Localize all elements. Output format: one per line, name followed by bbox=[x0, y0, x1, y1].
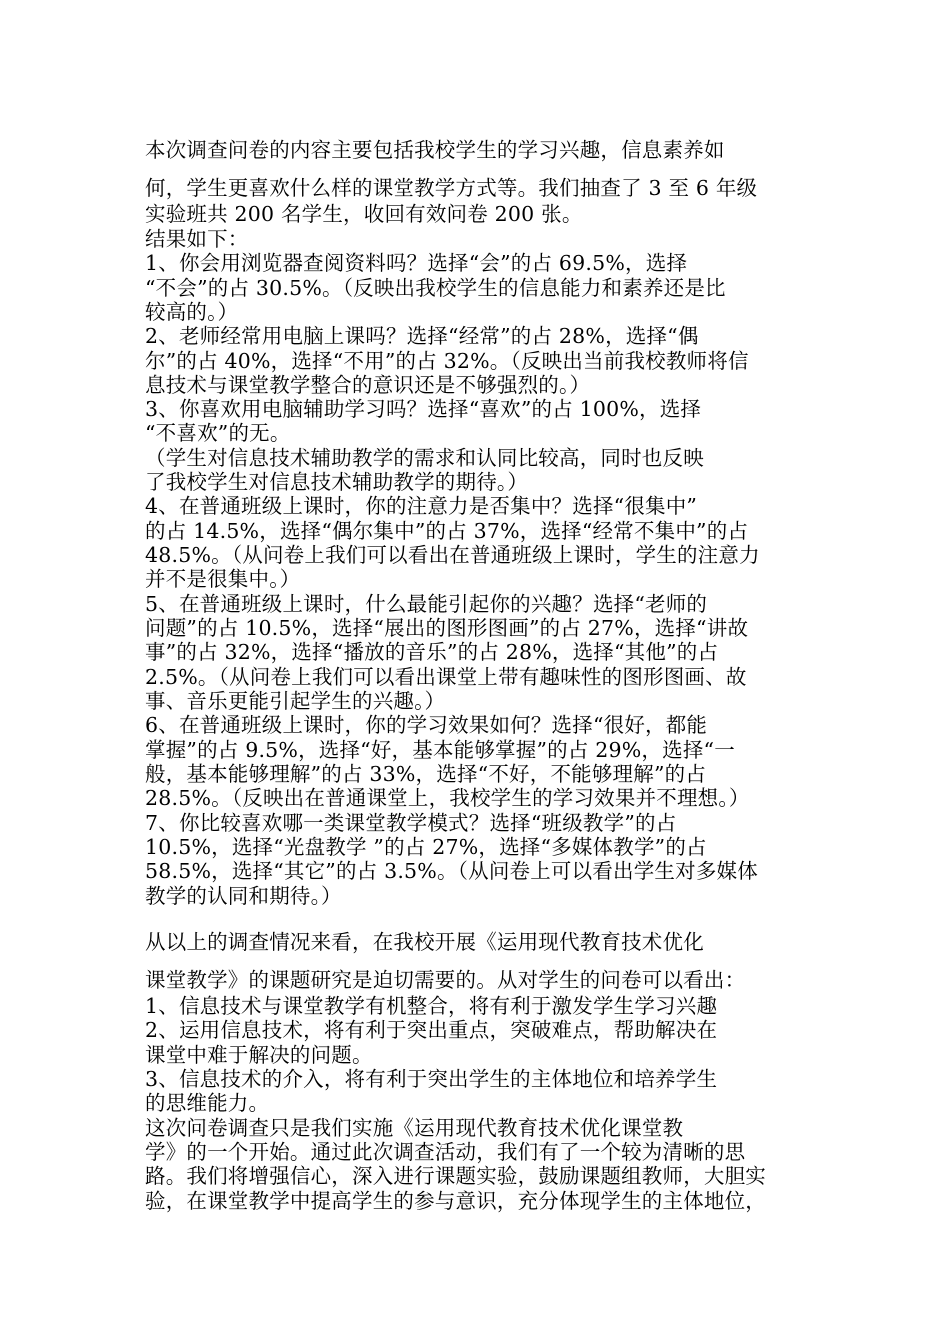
paragraph-line: 何，学生更喜欢什么样的课堂教学方式等。我们抽查了 3 至 6 年级 bbox=[145, 176, 758, 200]
paragraph-line: 28.5%。（反映出在普通课堂上，我校学生的学习效果并不理想。） bbox=[145, 786, 750, 810]
paragraph-line: 从以上的调查情况来看，在我校开展《运用现代教育技术优化 bbox=[145, 930, 704, 954]
paragraph-line: 息技术与课堂教学整合的意识还是不够强烈的。） bbox=[145, 373, 591, 397]
paragraph-line: 较高的。） bbox=[145, 300, 239, 324]
paragraph-line: 2、运用信息技术，将有利于突出重点，突破难点，帮助解决在 bbox=[145, 1018, 718, 1042]
paragraph-line: 这次问卷调查只是我们实施《运用现代教育技术优化课堂教 bbox=[145, 1116, 684, 1140]
paragraph-line: “不喜欢”的无。 bbox=[145, 421, 291, 445]
paragraph-line: 般，基本能够理解”的占 33%，选择“不好，不能够理解”的占 bbox=[145, 762, 707, 786]
paragraph-line: 3、信息技术的介入，将有利于突出学生的主体地位和培养学生 bbox=[145, 1067, 718, 1091]
paragraph-line: 掌握”的占 9.5%，选择“好，基本能够掌握”的占 29%，选择“一 bbox=[145, 738, 735, 762]
paragraph-line: 教学的认同和期待。） bbox=[145, 884, 342, 908]
paragraph-line: 1、你会用浏览器查阅资料吗？选择“会”的占 69.5%，选择 bbox=[145, 251, 688, 275]
paragraph-line: 并不是很集中。） bbox=[145, 567, 301, 591]
paragraph-line: 2、老师经常用电脑上课吗？选择“经常”的占 28%，选择“偶 bbox=[145, 324, 699, 348]
paragraph-line: 事、音乐更能引起学生的兴趣。） bbox=[145, 689, 446, 713]
paragraph-line: 3、你喜欢用电脑辅助学习吗？选择“喜欢”的占 100%，选择 bbox=[145, 397, 702, 421]
paragraph-line: 了我校学生对信息技术辅助教学的期待。） bbox=[145, 470, 529, 494]
paragraph-line: “不会”的占 30.5%。（反映出我校学生的信息能力和素养还是比 bbox=[145, 276, 726, 300]
paragraph-line: 48.5%。（从问卷上我们可以看出在普通班级上课时，学生的注意力 bbox=[145, 543, 760, 567]
paragraph-line: 问题”的占 10.5%，选择“展出的图形图画”的占 27%，选择“讲故 bbox=[145, 616, 749, 640]
paragraph-line: 验，在课堂教学中提高学生的参与意识，充分体现学生的主体地位， bbox=[145, 1189, 766, 1213]
paragraph-line: 结果如下： bbox=[145, 227, 249, 251]
paragraph-line: 学》的一个开始。通过此次调查活动，我们有了一个较为清晰的思 bbox=[145, 1140, 746, 1164]
paragraph-line: 尔”的占 40%，选择“不用”的占 32%。（反映出当前我校教师将信 bbox=[145, 349, 749, 373]
paragraph-line: 课堂教学》的课题研究是迫切需要的。从对学生的问卷可以看出： bbox=[145, 968, 746, 992]
paragraph-line: 7、你比较喜欢哪一类课堂教学模式？选择“班级教学”的占 bbox=[145, 811, 677, 835]
paragraph-line: 的思维能力。 bbox=[145, 1091, 270, 1115]
paragraph-line: 路。我们将增强信心，深入进行课题实验，鼓励课题组教师，大胆实 bbox=[145, 1164, 766, 1188]
paragraph-line: 的占 14.5%，选择“偶尔集中”的占 37%，选择“经常不集中”的占 bbox=[145, 519, 749, 543]
paragraph-line: 实验班共 200 名学生，收回有效问卷 200 张。 bbox=[145, 202, 583, 226]
paragraph-line: 4、在普通班级上课时，你的注意力是否集中？选择“很集中” bbox=[145, 494, 698, 518]
paragraph-line: 5、在普通班级上课时，什么最能引起你的兴趣？选择“老师的 bbox=[145, 592, 708, 616]
paragraph-line: （学生对信息技术辅助教学的需求和认同比较高，同时也反映 bbox=[145, 446, 704, 470]
paragraph-line: 6、在普通班级上课时，你的学习效果如何？选择“很好，都能 bbox=[145, 713, 708, 737]
paragraph-line: 本次调查问卷的内容主要包括我校学生的学习兴趣，信息素养如 bbox=[145, 138, 725, 162]
paragraph-line: 1、信息技术与课堂教学有机整合，将有利于激发学生学习兴趣 bbox=[145, 994, 718, 1018]
paragraph-line: 10.5%，选择“光盘教学 ”的占 27%，选择“多媒体教学”的占 bbox=[145, 835, 707, 859]
paragraph-line: 课堂中难于解决的问题。 bbox=[145, 1043, 373, 1067]
paragraph-line: 58.5%，选择“其它”的占 3.5%。（从问卷上可以看出学生对多媒体 bbox=[145, 859, 758, 883]
paragraph-line: 事”的占 32%，选择“播放的音乐”的占 28%，选择“其他”的占 bbox=[145, 640, 719, 664]
paragraph-line: 2.5%。（从问卷上我们可以看出课堂上带有趣味性的图形图画、故 bbox=[145, 665, 747, 689]
